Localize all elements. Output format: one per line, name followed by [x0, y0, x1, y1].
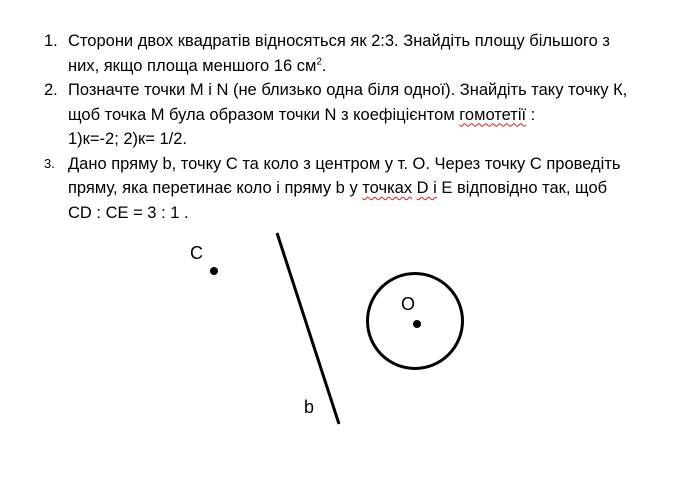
point-c [210, 267, 218, 275]
problem-text-line: CD : CE = 3 : 1 . [68, 203, 189, 222]
problem-text: . [321, 56, 327, 75]
line-b [277, 233, 339, 424]
problem-number: 3. [44, 155, 55, 171]
problem-text: пряму, яка перетинає коло і пряму b у [68, 179, 363, 197]
problem-text: щоб точка М була образом точки N з коефіцієнтом [68, 105, 460, 124]
problem-text-line: Позначте точки М і N (не близько одна біля одної). Знайдіть таку точку К, [68, 81, 628, 99]
problem-text-line: Сторони двох квадратів відносяться як 2:3. Знайдіть площу більшого з [68, 32, 610, 50]
problem-text: Е відповідно так, щоб [436, 179, 608, 197]
superscript: 2 [316, 56, 322, 67]
point-c-label: C [190, 243, 203, 263]
spellcheck-underlined-word: точках [362, 179, 413, 197]
line-b-label: b [304, 397, 315, 417]
problem-number: 1. [44, 32, 58, 50]
problem-text: них, якщо площа меншого 16 см [68, 56, 317, 75]
problem-text-line: 1)к=-2; 2)к= 1/2. [68, 130, 187, 148]
spellcheck-underlined-word: D і [416, 179, 437, 197]
problem-number: 2. [44, 81, 58, 99]
problem-text: : [526, 105, 536, 124]
center-o-label: O [401, 294, 416, 314]
problem-text-line: Дано пряму b, точку С та коло з центром у т. О. Через точку С проведіть [68, 154, 621, 173]
spellcheck-underlined-word: гомотетії [459, 105, 527, 124]
circle-center-point [413, 320, 421, 328]
